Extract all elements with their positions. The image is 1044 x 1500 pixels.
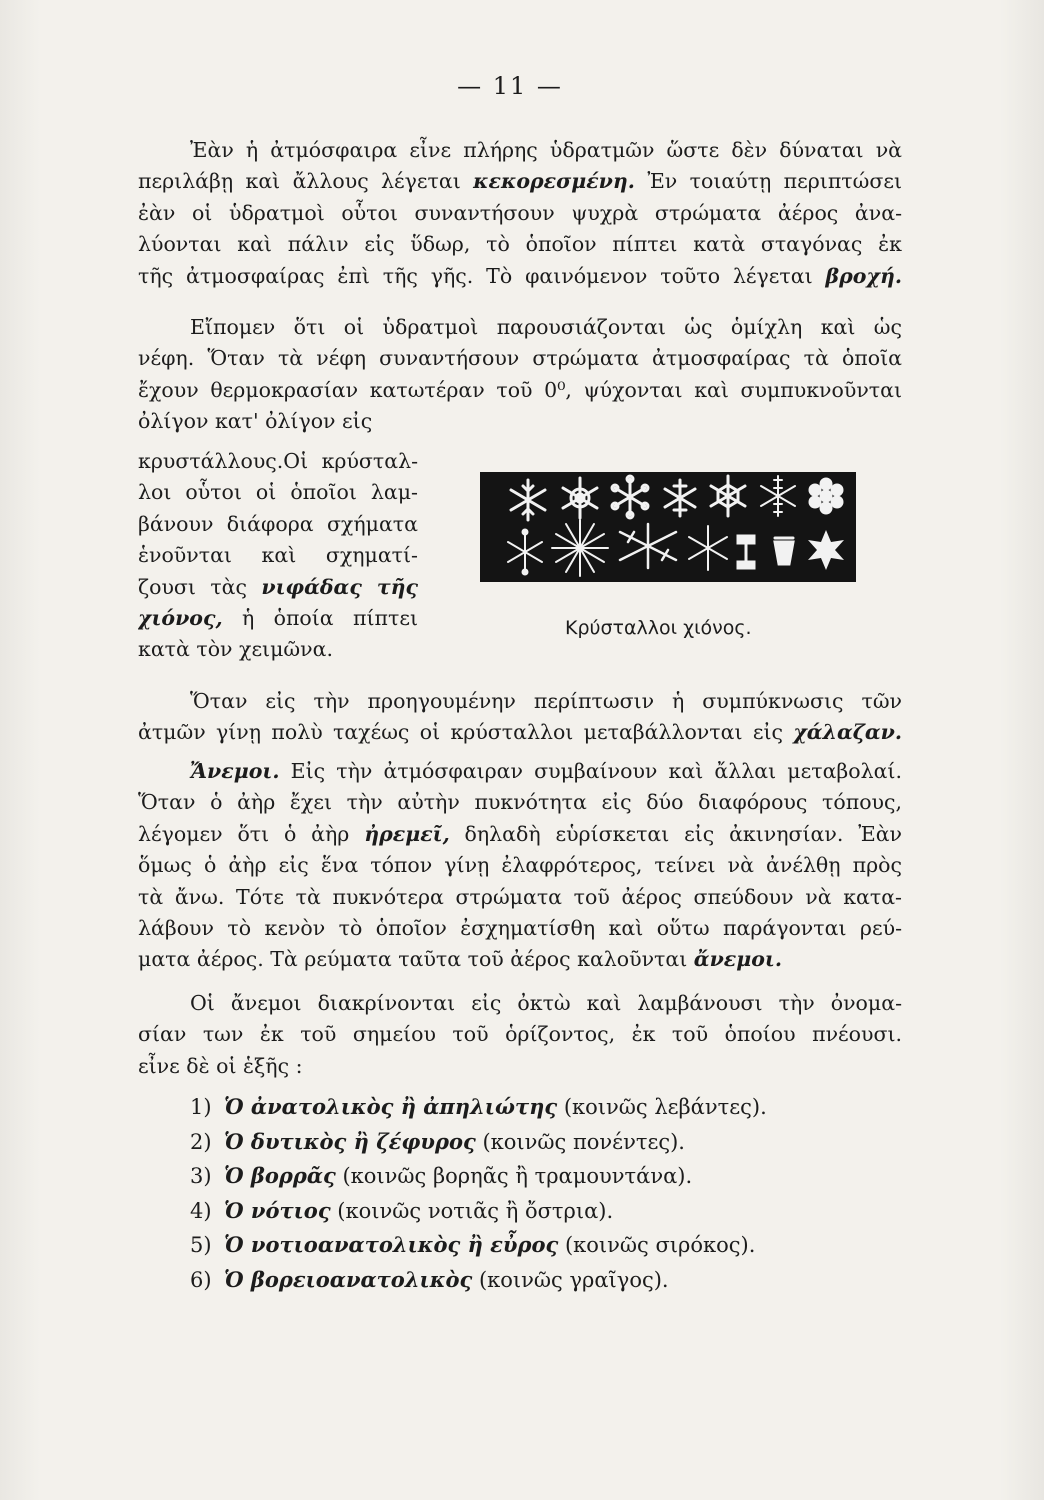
text-line: Ἄνεμοι. Εἰς τὴν ἀτμόσφαιραν συμβαίνουν καὶ ἄλλαι μεταβολαί. bbox=[190, 759, 902, 783]
text-line: Εἴπομεν ὅτι οἱ ὑδρατμοὶ παρουσιάζονται ὡς ὁμίχλη καὶ ὡς bbox=[190, 315, 902, 339]
list-item: 1) Ὁ ἀνατολικὸς ἢ ἀπηλιώτης (κοινῶς λεβάντες). bbox=[190, 1094, 767, 1119]
text-line: σίαν των ἐκ τοῦ σημείου τοῦ ὁρίζοντος, ἐκ τοῦ ὁποίου πνέουσι. bbox=[138, 1022, 902, 1047]
text-line: Οἱ ἄνεμοι διακρίνονται εἰς ὀκτὼ καὶ λαμβάνουσι τὴν ὀνομα- bbox=[190, 991, 902, 1015]
text-line: ἑνοῦνται καὶ σχηματί- bbox=[138, 543, 418, 568]
text-line: λύονται καὶ πάλιν εἰς ὕδωρ, τὸ ὁποῖον πίπτει κατὰ σταγόνας ἐκ bbox=[138, 232, 902, 257]
text-line: χιόνος, ἡ ὁποία πίπτει bbox=[138, 605, 418, 630]
text-line: ὀλίγον κατ' ὀλίγον εἰς bbox=[138, 409, 373, 434]
snowflake-icon bbox=[552, 520, 608, 576]
snowflake-icon bbox=[689, 526, 727, 570]
snowflake-icon bbox=[563, 478, 597, 518]
list-item: 4) Ὁ νότιος (κοινῶς νοτιᾶς ἢ ὄστρια). bbox=[190, 1197, 614, 1223]
text-line: βάνουν διάφορα σχήματα bbox=[138, 511, 418, 536]
figure-caption: Κρύσταλλοι χιόνος. bbox=[565, 617, 752, 639]
page-number: — 11 — bbox=[457, 72, 563, 100]
text-line: τὰ ἄνω. Τότε τὰ πυκνότερα στρώματα τοῦ ἀέρος σπεύδουν νὰ κατα- bbox=[138, 884, 902, 909]
paragraph-snow-wrap bbox=[138, 446, 418, 666]
text-line: λάβουν τὸ κενὸν τὸ ὁποῖον ἐσχηματίσθη καὶ οὕτω παράγονται ρεύ- bbox=[138, 915, 902, 940]
text-line: Ὅταν εἰς τὴν προηγουμένην περίπτωσιν ἡ συμπύκνωσις τῶν bbox=[190, 689, 902, 713]
snowflake-icon bbox=[810, 479, 842, 513]
paragraph-hail bbox=[138, 686, 902, 749]
snowflake-icon bbox=[761, 476, 795, 516]
snowflake-icon bbox=[738, 536, 754, 568]
text-line: νέφη. Ὅταν τὰ νέφη συναντήσουν στρώματα ἀτμοσφαίρας τὰ ὁποῖα bbox=[138, 346, 902, 371]
snowflake-icon bbox=[775, 538, 793, 564]
text-line: ζουσι τὰς νιφάδας τῆς bbox=[138, 574, 418, 599]
text-line: ἔχουν θερμοκρασίαν κατωτέραν τοῦ 0⁰, ψύχονται καὶ συμπυκνοῦνται bbox=[138, 377, 902, 402]
paragraph-rain bbox=[138, 135, 902, 292]
text-line: Ὅταν ὁ ἀὴρ ἔχει τὴν αὐτὴν πυκνότητα εἰς δύο διαφόρους τόπους, bbox=[138, 790, 902, 815]
wind-list bbox=[190, 1090, 767, 1298]
snowflake-icon bbox=[665, 480, 695, 516]
text-line: ἐὰν οἱ ὑδρατμοὶ οὗτοι συναντήσουν ψυχρὰ στρώματα ἀέρος ἀνα- bbox=[138, 200, 902, 225]
paragraph-snow bbox=[138, 312, 902, 438]
text-line: περιλάβῃ καὶ ἄλλους λέγεται κεκορεσμένη. Ἐν τοιαύτῃ περιπτώσει bbox=[138, 169, 902, 194]
text-line: λοι οὗτοι οἱ ὁποῖοι λαμ- bbox=[138, 480, 418, 505]
text-line: εἶνε δὲ οἱ ἑξῆς : bbox=[138, 1053, 303, 1078]
text-line: ἀτμῶν γίνῃ πολὺ ταχέως οἱ κρύσταλλοι μεταβάλλονται εἰς χάλαζαν. bbox=[138, 720, 902, 745]
paragraph-wind-names bbox=[138, 988, 902, 1082]
text-line: τῆς ἀτμοσφαίρας ἐπὶ τῆς γῆς. Τὸ φαινόμενον τοῦτο λέγεται βροχή. bbox=[138, 263, 902, 288]
snowflake-icon bbox=[612, 476, 648, 518]
text-line: ματα ἀέρος. Τὰ ρεύματα ταῦτα τοῦ ἀέρος καλοῦνται ἄνεμοι. bbox=[138, 947, 782, 972]
list-item: 3) Ὁ βορρᾶς (κοινῶς βορηᾶς ἢ τραμουντάνα). bbox=[190, 1163, 693, 1189]
snowflake-icons bbox=[480, 472, 856, 582]
list-item: 5) Ὁ νοτιοανατολικὸς ἢ εὖρος (κοινῶς σιρόκος). bbox=[190, 1232, 756, 1258]
text-line: κρυστάλλους.Οἱ κρύσταλ- bbox=[138, 449, 418, 473]
snow-crystals-figure bbox=[480, 472, 856, 582]
snowflake-icon bbox=[711, 476, 745, 516]
snowflake-icon bbox=[511, 480, 545, 520]
list-item: 6) Ὁ βορειοανατολικὸς (κοινῶς γραῖγος). bbox=[190, 1266, 669, 1292]
text-line: ὅμως ὁ ἀὴρ εἰς ἕνα τόπον γίνῃ ἐλαφρότερος, τείνει νὰ ἀνέλθῃ πρὸς bbox=[138, 853, 902, 878]
snowflake-icon bbox=[508, 530, 542, 575]
snowflake-icon bbox=[808, 530, 844, 570]
text-line: Ἐὰν ἡ ἀτμόσφαιρα εἶνε πλήρης ὑδρατμῶν ὥστε δὲν δύναται νὰ bbox=[190, 138, 902, 162]
paragraph-winds bbox=[138, 756, 902, 976]
text-line: κατὰ τὸν χειμῶνα. bbox=[138, 637, 333, 662]
text-line: λέγομεν ὅτι ὁ ἀὴρ ἠρεμεῖ, δηλαδὴ εὑρίσκεται εἰς ἀκινησίαν. Ἐὰν bbox=[138, 821, 902, 846]
snowflake-icon bbox=[620, 524, 676, 568]
list-item: 2) Ὁ δυτικὸς ἢ ζέφυρος (κοινῶς πονέντες). bbox=[190, 1128, 685, 1154]
